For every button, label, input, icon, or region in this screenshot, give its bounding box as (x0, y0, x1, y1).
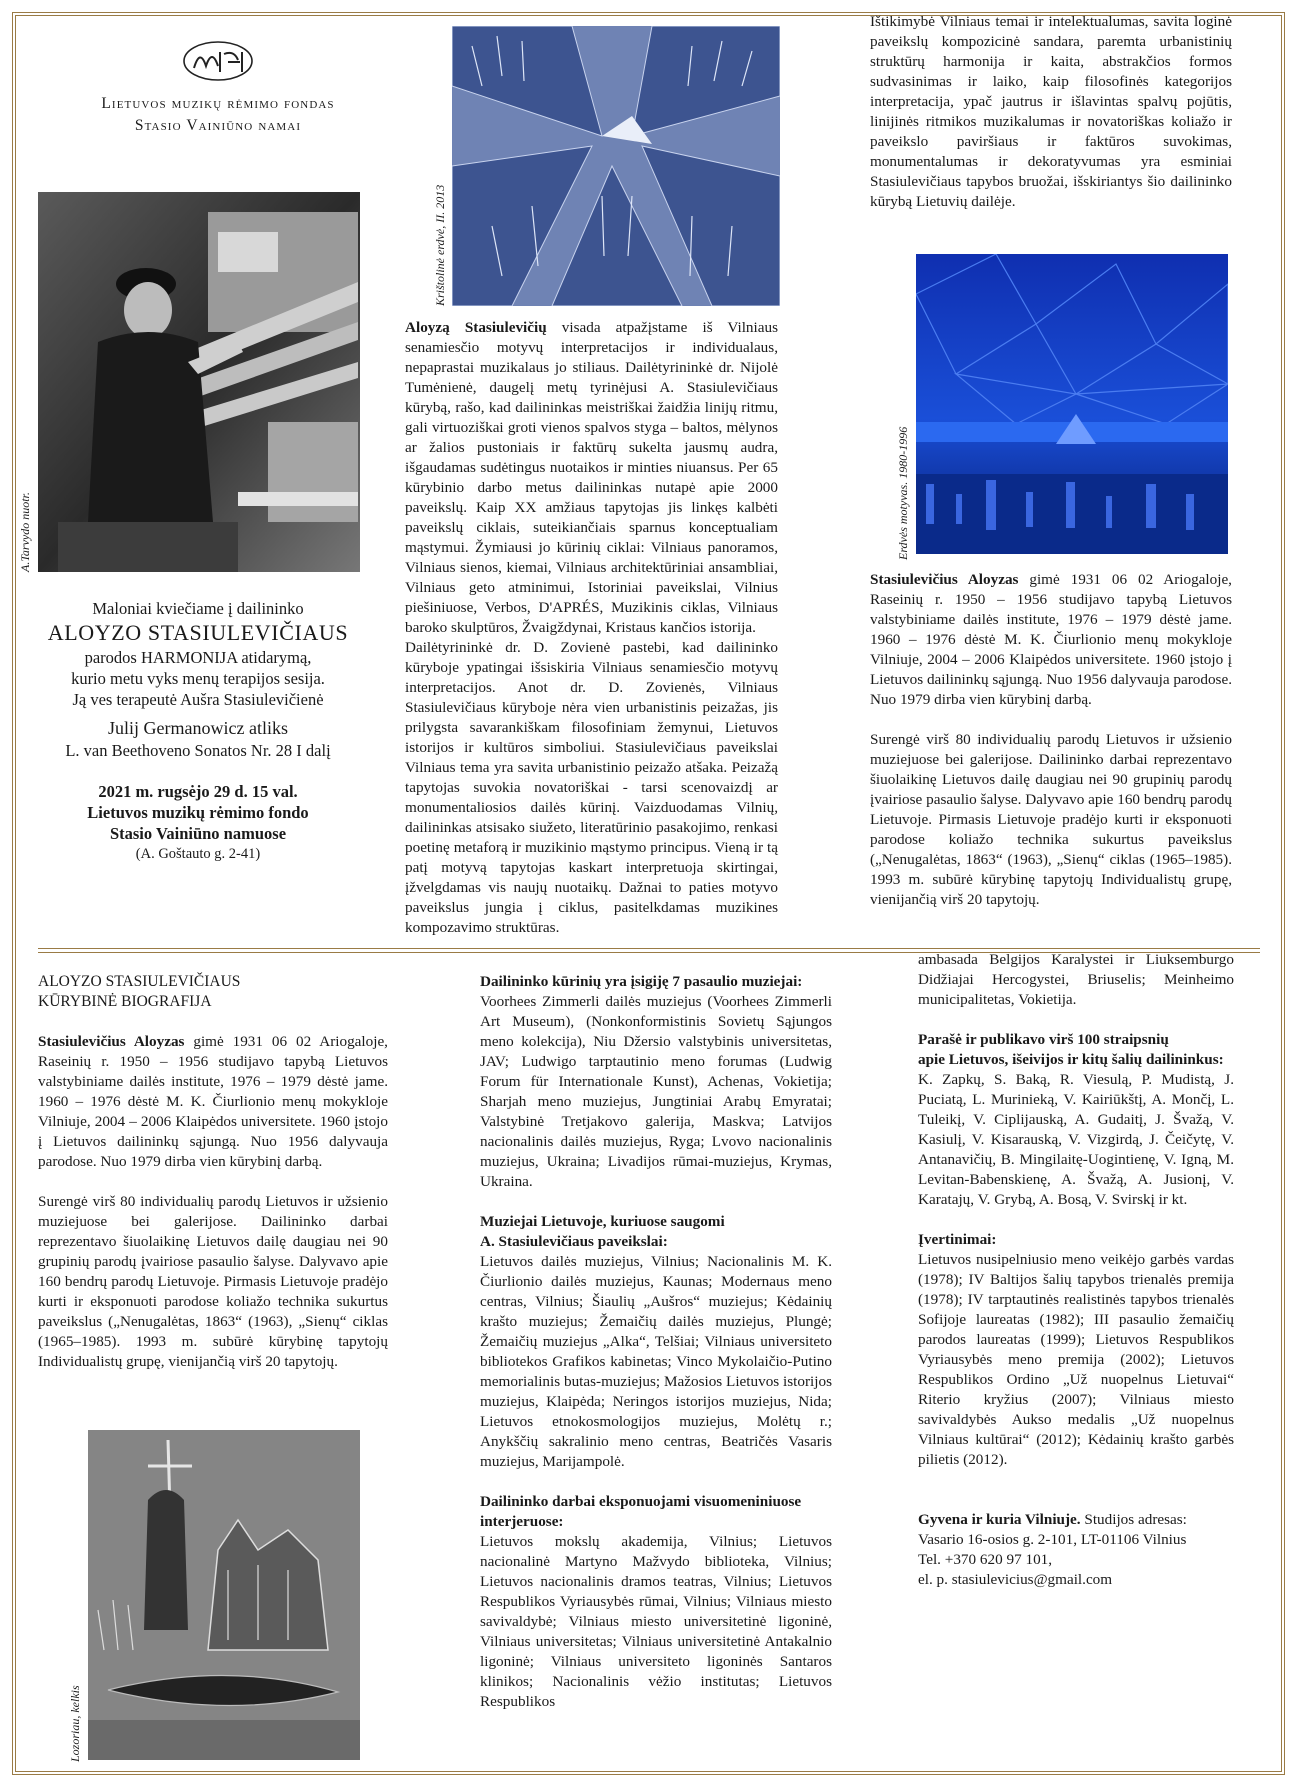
museums-heading: A. Stasiulevičiaus paveikslai: (480, 1233, 668, 1250)
articles-text: K. Zapkų, S. Baką, R. Viesulą, P. Mudistą, J. Puciatą, L. Murinieką, V. Kairiūkštį, A. Mončį, L. Tuleikį, V. Ciplijauską, A. Gudaitį, J. Švažą, V. Kasiulį, V. Kisarauską, V. Vizgirdą, J. Čeičytę, V. Antanavičių, B. Mingilaitę-Uogintienę, V. Igną, M. Levitan-Babenskienę, A. Švažą, A. Jusionį, V. Karatajų, V. Grybą, A. Bosą, V. Svirskį ir kt. (918, 1071, 1234, 1208)
bio-name: Stasiulevičius Aloyzas (38, 1033, 185, 1050)
article-paragraph: Dailėtyrininkė dr. D. Zovienė pastebi, kad dailininko kūryboje ypatingai išsiskiria Vilniaus senamiesčio motyvų interpretacijos. Anot dr. D. Zovienės, Vilniaus Stasiulevičiaus kūryboje nėra vien urbanistinis peizažas, jis prilygsta savarankiškam filosofiniam žemynui, Lietuvos istorijos ir kultūros simboliui. Stasiulevičiaus paveikslai Vilniaus tema yra savita urbanistinio peizažo atšaka. Peizažą tapytojas suvokia novatoriškai - tarsi scenovaizdį ar monumentaliosios dailės kūrinį. Vaizduodamas Vilnių, dailininkas atsisako siužeto, literatūrinio pasakojimo, renkasi poetinę metaforą ir muzikinio mąstymo principus. Vieną ir tą patį motyvą tapytojas kaskart interpretuoja skirtingai, įžvelgdamas vis naujų nuotaikų. Dažnai to paties motyvo paveikslus jungia į ciklus, pasitelkdamas muzikines kompozavimo struktūras. (405, 639, 778, 936)
painting-caption: Krištolinė erdvė, II. 2013 (433, 184, 447, 306)
article-middle (405, 318, 778, 938)
articles-heading: apie Lietuvos, išeivijos ir kitų šalių dailininkus: (918, 1051, 1224, 1068)
invite-line: parodos HARMONIJA atidarymą, (84, 648, 312, 667)
museums-heading: Dailininko kūrinių yra įsigiję 7 pasaulio muziejai: (480, 973, 803, 990)
performer: Julij Germanowicz atliks (108, 718, 288, 738)
awards-heading: Įvertinimai: (918, 1231, 997, 1248)
event-date: 2021 m. rugsėjo 29 d. 15 val. (98, 782, 298, 801)
invitation (38, 598, 358, 865)
photo-credit: A.Tarvydo nuotr. (18, 492, 32, 572)
bio-heading: ALOYZO STASIULEVIČIAUS (38, 973, 241, 990)
artist-name: ALOYZO STASIULEVIČIAUS (47, 620, 349, 645)
bio-paragraph: Surengė virš 80 individualių parodų Lietuvos ir užsienio muziejuose bei galerijose. Dailininko darbai reprezentavo šiuolaikinę Lietuvos dailę daugiau nei 90 grupinių parodų įvairiose pasaulio šalyse. Dalyvavo apie 160 bendrų parodų Lietuvoje. Pirmasis Lietuvoje pradėjo kurti ir eksponuoti parodose koliažo technika sukurtus paveikslus („Nenugalėtas, 1863“ (1963), „Sienų“ ciklas (1965–1985). 1993 m. subūrė kūrybinę tapytojų Individualistų grupę, vienijančią virš 20 tapytojų. (870, 731, 1232, 908)
article-paragraph: visada atpažįstame iš Vilniaus senamiesčio motyvų interpretacijos ir individualaus, nepaprastai muzikalaus jo stiliaus. Dailėtyrininkė dr. Nijolė Tumėnienė, daugelį metų tyrinėjusi A. Stasiulevičiaus kūrybą, rašo, kad dailininkas meistriškai žaidžia linijų ritmu, gali virtuoziškai groti vienos spalvos styga – baltos, mėlynos ar žalios pustoniais ir faktūrų sukelta jausmų audra, išgaudamas sudėtingus nuotaikos ir minties niuansus. Per 65 kūrybinio darbo metus dailininkas nutapė apie 2000 paveikslų. Kaip XX amžiaus tapytojas jis linkęs kalbėti paveikslų ciklais, suteikiančiais sparnus konceptualiam mąstymui. Žymiausi jo kūrinių ciklai: Vilniaus panoramos, Vilniaus sienos, kiemai, Vilniaus architektūriniai ansambliai, Vilniaus geto atminimui, Istoriniai paveikslai, Vilnius piešiniuose, Verbos, D'APRÉS, Muzikinis ciklas, Vilniaus baroko skulptūros, Žvaigždynai, Kristaus kančios istorija. (405, 319, 778, 636)
email: el. p. stasiulevicius@gmail.com (918, 1571, 1113, 1588)
bio-paragraph: Surengė virš 80 individualių parodų Lietuvos ir užsienio muziejuose bei galerijose. Dailininko darbai reprezentavo šiuolaikinę Lietuvos dailę daugiau nei 90 grupinių parodų įvairiose pasaulio šalyse. Dalyvavo apie 160 bendrų parodų Lietuvoje. Pirmasis Lietuvoje pradėjo kurti ir eksponuoti parodose koliažo technika sukurtus paveikslus („Nenugalėtas, 1863“ (1963), „Sienų“ ciklas (1965–1985). 1993 m. subūrė kūrybinę tapytojų Individualistų grupę, vienijančią virš 20 tapytojų. (38, 1193, 388, 1370)
invite-line: kurio metu vyks menų terapijos sesija. (71, 669, 325, 688)
museums-list (480, 972, 832, 1712)
public-interiors-heading: Dailininko darbai eksponuojami visuomeniniuose (480, 1493, 802, 1510)
public-interiors-heading: interjeruose: (480, 1513, 564, 1530)
foundation-logo (98, 38, 338, 137)
bio-paragraph: gimė 1931 06 02 Ariogaloje, Raseinių r. 1950 – 1956 studijavo tapybą Lietuvos valstybiniame dailės institute, 1976 – 1979 dėstė jame. 1960 – 1976 dėstė M. K. Čiurlionio menų mokykloje Vilniuje, 2004 – 2006 Klaipėdos universitete. 1960 įstojo į Lietuvos dailininkų sąjungą. Nuo 1956 dalyvauja parodose. Nuo 1979 dirba vien kūrybinį darbą. (870, 571, 1232, 708)
artist-photo (38, 192, 360, 572)
museums-heading: Muziejai Lietuvoje, kuriuose saugomi (480, 1213, 725, 1230)
artist-bio-right (870, 570, 1232, 910)
phone: Tel. +370 620 97 101, (918, 1551, 1053, 1568)
painting-lazarus (88, 1430, 360, 1760)
museums-text: Voorhees Zimmerli dailės muziejus (Voorhees Zimmerli Art Museum), (Nonkonformistinis Sovietų Sąjungos meno kolekcija), Niu Džersio valstybinis universitetas, JAV; Ludwigo tarptautinio meno forumas (Ludwig Forum für Internationale Kunst), Achenas, Vokietija; Sharjah meno muziejus, Jungtiniai Arabų Emyratai; Valstybinė Tretjakovo galerija, Maskva; Latvijos nacionalinis dailės muziejus, Ryga; Lvovo nacionalinis muziejus, Ukraina; Livadijos rūmai-muziejus, Krymas, Ukraina. (480, 993, 832, 1190)
painting-crystal-space (452, 26, 780, 306)
articles-and-awards (918, 950, 1234, 1590)
interiors-continued: ambasada Belgijos Karalystei ir Liuksemburgo Didžiajai Hercogystei, Briuselis; Meinheimo municipalitetas, Vokietija. (918, 951, 1234, 1008)
event-address: (A. Goštauto g. 2-41) (135, 846, 261, 862)
foundation-name: Lietuvos muzikų rėmimo fondas (101, 95, 335, 112)
invite-line: Maloniai kviečiame į dailininko (92, 599, 304, 618)
bio-paragraph: gimė 1931 06 02 Ariogaloje, Raseinių r. 1950 – 1956 studijavo tapybą Lietuvos valstybiniame dailės institute, 1976 – 1979 dėstė jame. 1960 – 1976 dėstė M. K. Čiurlionio menų mokykloje Vilniuje, 2004 – 2006 Klaipėdos universitete. 1960 įstojo į Lietuvos dailininkų sąjungą. Nuo 1956 dalyvauja parodose. Nuo 1979 dirba vien kūrybinį darbą. (38, 1033, 388, 1170)
museums-text: Lietuvos dailės muziejus, Vilnius; Nacionalinis M. K. Čiurlionio dailės muziejus, Kaunas; Modernaus meno centras, Vilnius; Šiaulių „Aušros“ muziejus; Kėdainių krašto muziejus; Žemaičių dailės muziejus, Plungė; Žemaičių muziejus „Alka“, Telšiai; Vilniaus universiteto bibliotekos Grafikos kabinetas; Vinco Mykolaičio-Putino memorialinis butas-muziejus; Mažosios Lietuvos istorijos muziejus, Klaipėda; Neringos istorijos muziejus, Nida; Lietuvos etnokosmologijos muziejus, Molėtų r.; Anykščių sakralinio meno centras, Beatričės Vasaris muziejus, Marijampolė. (480, 1253, 832, 1470)
residence: Gyvena ir kuria Vilniuje. (918, 1511, 1081, 1528)
painting-space-motif (916, 254, 1228, 554)
invite-line: Ją ves terapeutė Aušra Stasiulevičienė (72, 690, 324, 709)
studio-address: Vasario 16-osios g. 2-101, LT-01106 Vilnius (918, 1531, 1187, 1548)
bio-name: Stasiulevičius Aloyzas (870, 571, 1019, 588)
painting-caption: Erdvės motyvas. 1980-1996 (896, 426, 910, 560)
awards-text: Lietuvos nusipelniusio meno veikėjo garbės vardas (1978); IV Baltijos šalių tapybos trienalės premija (1978); IV tarptautinės realistinės tapybos trienalės Sofijoje laureatas (1982); III pasaulio žemaičių parodos laureatas (1999); Lietuvos Respublikos Vyriausybės meno premija (2002); Lietuvos Respublikos Ordino „Už nuopelnus Lietuvai“ Riterio kryžius (2007); Vilniaus miesto savivaldybės Aukso medalis „Už nuopelnus Vilniaus kultūrai“ (2012); Kėdainių krašto garbės pilietis (2012). (918, 1251, 1234, 1468)
studio-label: Studijos adresas: (1080, 1511, 1187, 1528)
performance-piece: L. van Beethoveno Sonatos Nr. 28 I dalį (65, 741, 331, 760)
music-foundation-logo-icon (180, 38, 256, 84)
public-interiors-text: Lietuvos mokslų akademija, Vilnius; Lietuvos nacionalinė Martyno Mažvydo biblioteka, Vilnius; Lietuvos nacionalinis dramos teatras, Vilnius; Lietuvos Respublikos Vyriausybės rūmai, Vilnius; Vilniaus miesto savivaldybė; Vilniaus miesto universitetinė ligoninė, Vilniaus universitetas; Vilniaus universitetinė Antakalnio ligoninė; Vilniaus universiteto ligoninės Santaros klinikos; Nacionalinis vėžio institutas; Lietuvos Respublikos (480, 1533, 832, 1710)
articles-heading: Parašė ir publikavo virš 100 straipsnių (918, 1031, 1169, 1048)
bio-heading: KŪRYBINĖ BIOGRAFIJA (38, 993, 212, 1010)
article-paragraph: Ištikimybė Vilniaus temai ir intelektualumas, savita loginė paveikslų kompozicinė sandara, paremta urbanistinių struktūrų harmonija ir kaita, abstrakčios formos sudvasinimas ir laiko, kaip filosofinės kategorijos interpretacija, ypač jautrus ir išlavintas spalvų pojūtis, linijinės ritmikos muzikalumas ir novatoriškas koliažo ir paveikslo paviršiaus ir faktūros suvokimas, monumentalumas ir dekoratyvumas yra esminiai Stasiulevičiaus tapybos bruožai, išskiriantys šio dailininko kūrybą Lietuvių dailėje. (870, 13, 1232, 210)
lead-name: Aloyzą Stasiulevičių (405, 319, 547, 336)
foundation-house: Stasio Vainiūno namai (134, 117, 302, 134)
event-place: Lietuvos muzikų rėmimo fondo (87, 803, 309, 822)
event-place: Stasio Vainiūno namuose (109, 824, 287, 843)
creative-biography (38, 972, 388, 1372)
article-right (870, 12, 1232, 212)
painting-caption: Lozoriau, kelkis (68, 1685, 82, 1762)
